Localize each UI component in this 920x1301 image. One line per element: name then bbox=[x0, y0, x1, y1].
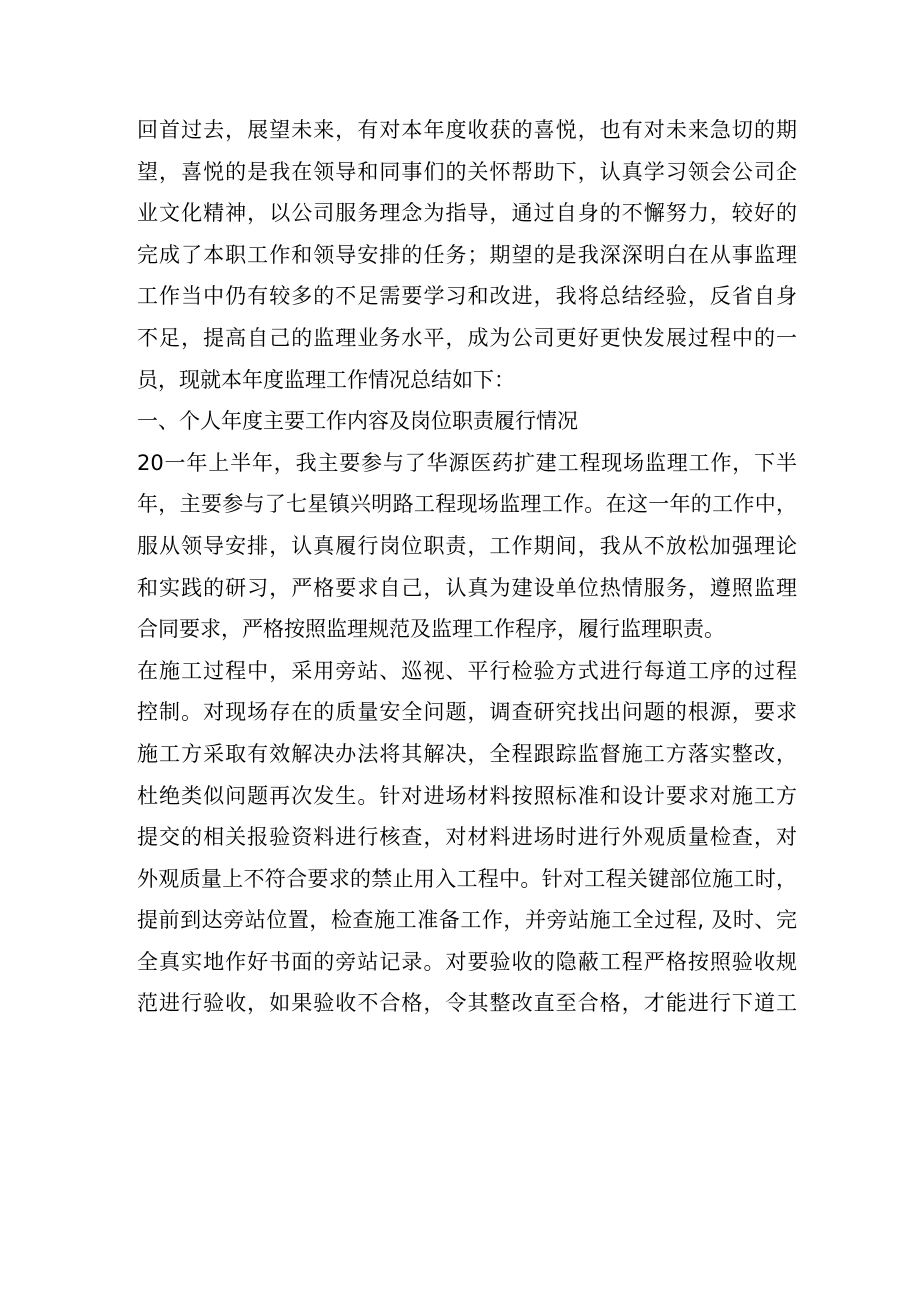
text-line: 在施工过程中，采用旁站、巡视、平行检验方式进行每道工序的过程 bbox=[137, 658, 797, 683]
text-line: 年，主要参与了七星镇兴明路工程现场监理工作。在这一年的工作中， bbox=[137, 492, 797, 517]
body-text bbox=[137, 110, 797, 1025]
text-line: 范进行验收，如果验收不合格，令其整改直至合格，才能进行下道工 bbox=[137, 991, 797, 1016]
text-line: 全真实地作好书面的旁站记录。对要验收的隐蔽工程严格按照验收规 bbox=[137, 949, 797, 974]
text-line: 不足，提高自己的监理业务水平，成为公司更好更快发展过程中的一 bbox=[137, 325, 797, 350]
text-line: 控制。对现场存在的质量安全问题，调查研究找出问题的根源，要求 bbox=[137, 700, 797, 725]
text-line: 施工方采取有效解决办法将其解决，全程跟踪监督施工方落实整改， bbox=[137, 741, 797, 766]
text-line: 工作当中仍有较多的不足需要学习和改进，我将总结经验，反省自身 bbox=[137, 284, 797, 309]
text-line: 业文化精神，以公司服务理念为指导，通过自身的不懈努力，较好的 bbox=[137, 201, 797, 226]
text-line: 员，现就本年度监理工作情况总结如下： bbox=[137, 367, 515, 392]
text-line: 望，喜悦的是我在领导和同事们的关怀帮助下，认真学习领会公司企 bbox=[137, 159, 797, 184]
text-line: 完成了本职工作和领导安排的任务；期望的是我深深明白在从事监理 bbox=[137, 242, 797, 267]
text-line: 和实践的研习，严格要求自己，认真为建设单位热情服务，遵照监理 bbox=[137, 575, 797, 600]
text-line: 提前到达旁站位置，检查施工准备工作，并旁站施工全过程, 及时、完 bbox=[137, 908, 797, 933]
text-line: 回首过去，展望未来，有对本年度收获的喜悦，也有对未来急切的期 bbox=[137, 118, 797, 142]
text-line: 外观质量上不符合要求的禁止用入工程中。针对工程关键部位施工时， bbox=[137, 866, 797, 891]
text-line: 提交的相关报验资料进行核查，对材料进场时进行外观质量检查，对 bbox=[137, 825, 797, 850]
text-line: 杜绝类似问题再次发生。针对进场材料按照标准和设计要求对施工方 bbox=[137, 783, 797, 808]
text-line: 服从领导安排，认真履行岗位职责，工作期间，我从不放松加强理论 bbox=[137, 533, 797, 558]
text-line: 20一年上半年，我主要参与了华源医药扩建工程现场监理工作，下半 bbox=[137, 450, 797, 475]
text-line: 合同要求，严格按照监理规范及监理工作程序，履行监理职责。 bbox=[137, 617, 725, 642]
section-heading: 一、个人年度主要工作内容及岗位职责履行情况 bbox=[137, 409, 578, 434]
